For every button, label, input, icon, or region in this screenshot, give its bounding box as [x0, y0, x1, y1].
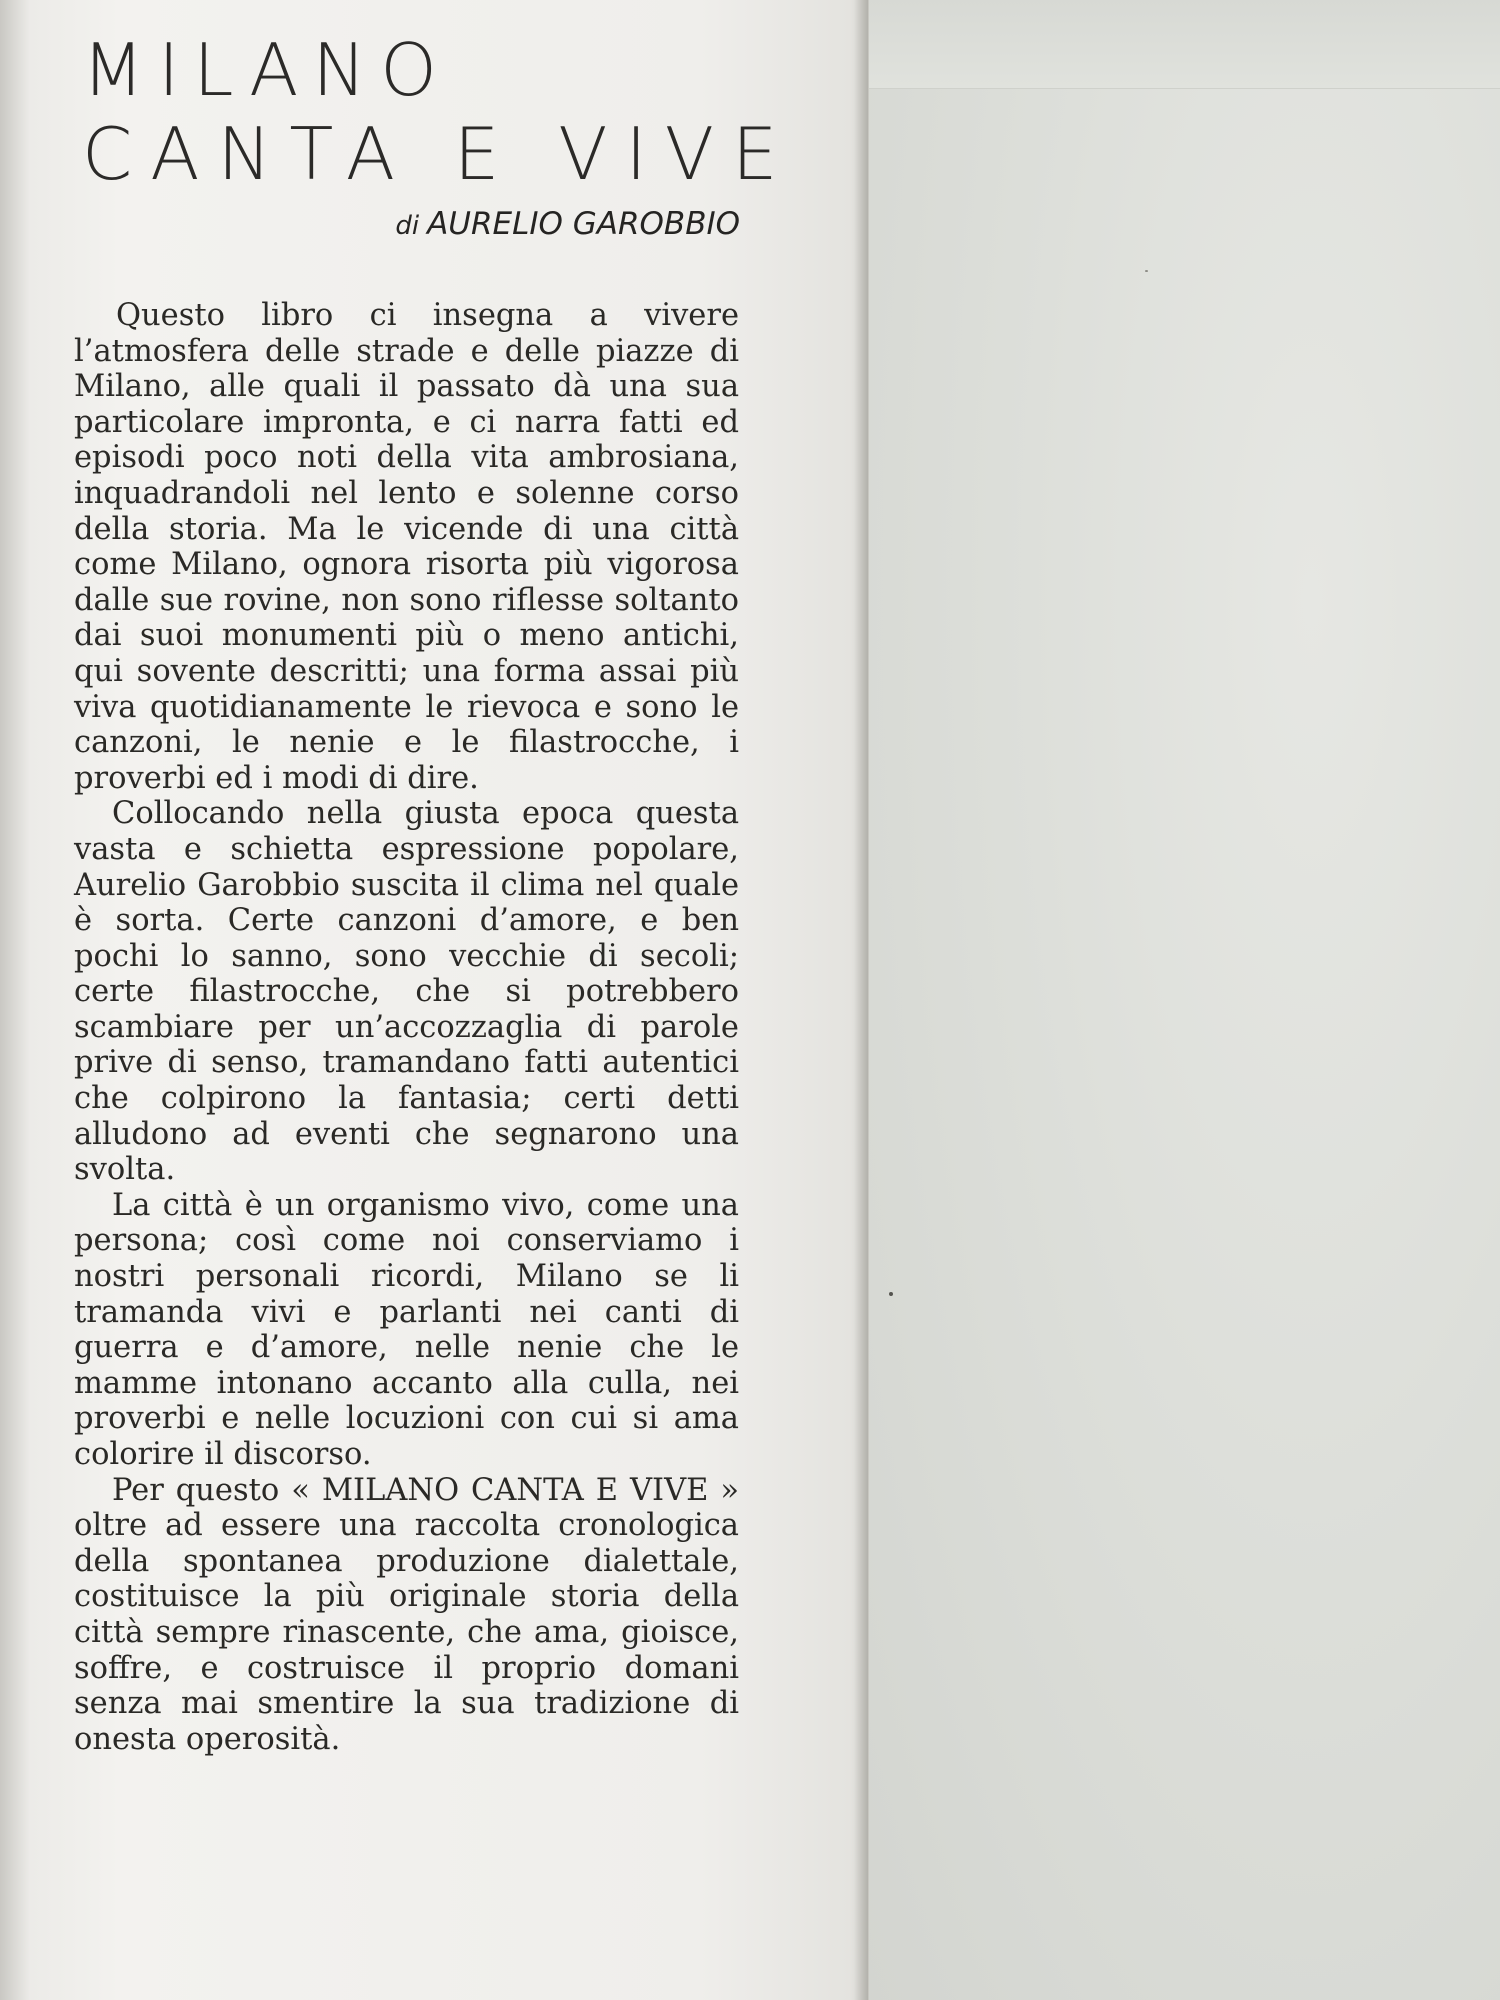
author-name: AURELIO GAROBBIO	[427, 206, 740, 242]
paper-speck	[889, 1292, 893, 1296]
page-fold-strip	[869, 0, 1500, 89]
title-line-1: MILANO	[82, 28, 451, 112]
paragraph-2: Collocando nella giusta epoca questa vasta e schietta espressione popolare, Aurelio Garobbio suscita il clima nel quale è sorta. Certe canzoni d’amore, e ben pochi lo sanno, sono vecchie di secoli; certe filastrocche, che si potrebbero scambiare per un’accozzaglia di parole prive di senso, tramandano fatti autentici che colpirono la fantasia; certi detti alludono ad eventi che segnarono una svolta.	[74, 796, 739, 1188]
blank-facing-page	[868, 0, 1500, 2000]
paper-speck	[1145, 270, 1148, 272]
blurb-text	[74, 298, 739, 1757]
paragraph-1: Questo libro ci insegna a vivere l’atmosfera delle strade e delle piazze di Milano, alle quali il passato dà una sua particolare impronta, e ci narra fatti ed episodi poco noti della vita ambrosiana, inquadrandoli nel lento e solenne corso della storia. Ma le vicende di una città come Milano, ognora risorta più vigorosa dalle sue rovine, non sono riflesse soltanto dai suoi monumenti più o meno antichi, qui sovente descritti; una forma assai più viva quotidianamente le rievoca e sono le canzoni, le nenie e le filastrocche, i proverbi ed i modi di dire.	[74, 298, 739, 796]
paragraph-3: La città è un organismo vivo, come una persona; così come noi conserviamo i nostri personali ricordi, Milano se li tramanda vivi e parlanti nei canti di guerra e d’amore, nelle nenie che le mamme intonano accanto alla culla, nei proverbi e nelle locuzioni con cui si ama colorire il discorso.	[74, 1187, 739, 1472]
author-line	[350, 206, 740, 242]
author-prefix: di	[395, 211, 420, 241]
title-line-2: CANTA E VIVE	[82, 112, 796, 196]
paragraph-4: Per questo « MILANO CANTA E VIVE » oltre ad essere una raccolta cronologica della spontanea produzione dialettale, costituisce la più originale storia della città sempre rinascente, che ama, gioisce, soffre, e costruisce il proprio domani senza mai smentire la sua tradizione di onesta operosità.	[74, 1472, 739, 1757]
